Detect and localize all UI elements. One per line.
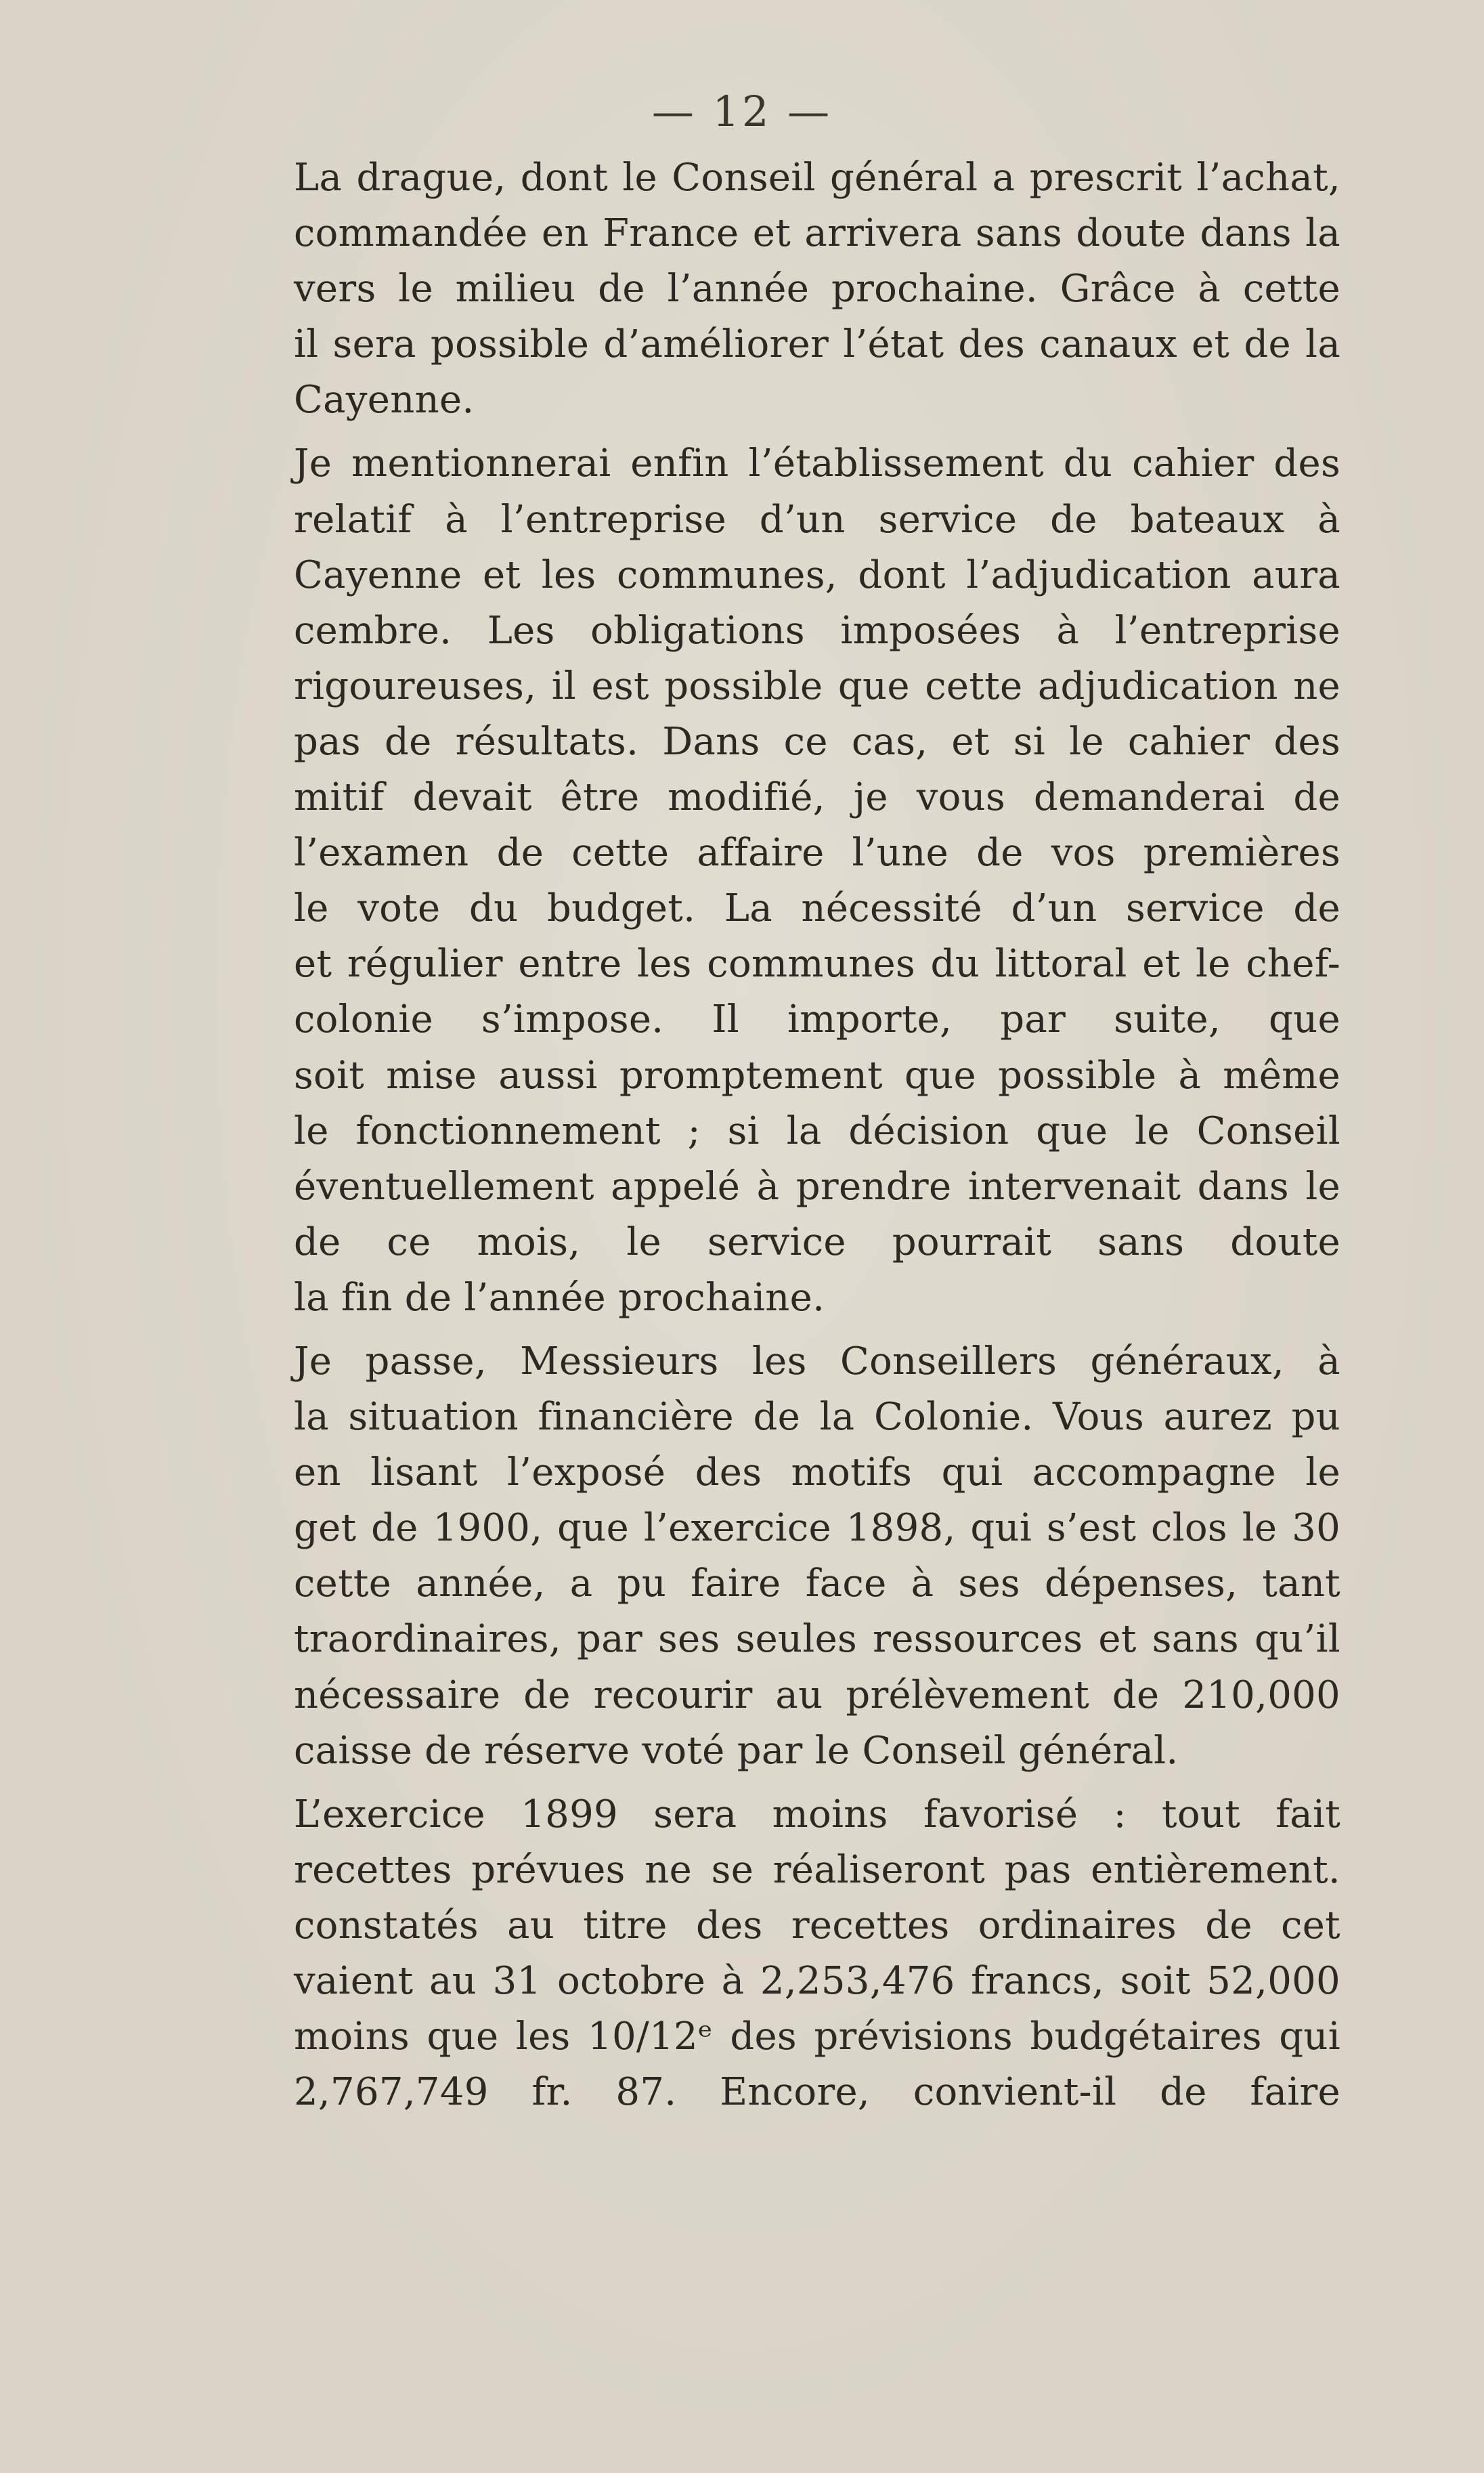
text-line: Je passe, Messieurs les Conseillers généraux, à bbox=[294, 1339, 1340, 1383]
text-line: vers le milieu de l’année prochaine. Grâce à cette bbox=[294, 267, 1340, 311]
paragraph-exercice-1899 bbox=[252, 1787, 1340, 2121]
text-line: nécessaire de recourir au prélèvement de 210,000 bbox=[294, 1673, 1340, 1717]
paragraph-bateaux bbox=[252, 436, 1340, 1326]
text-line: et régulier entre les communes du littoral et le chef- bbox=[294, 942, 1340, 987]
text-line: vaient au 31 octobre à 2,253,476 francs, soit 52,000 bbox=[294, 1959, 1340, 2003]
text-line: La drague, dont le Conseil général a prescrit l’achat, bbox=[294, 156, 1340, 200]
text-line: relatif à l’entreprise d’un service de bateaux à bbox=[294, 497, 1340, 542]
text-line: soit mise aussi promptement que possible à même bbox=[294, 1053, 1340, 1098]
text-line: la fin de l’année prochaine. bbox=[294, 1275, 825, 1320]
text-line: pas de résultats. Dans ce cas, et si le cahier des bbox=[294, 719, 1340, 764]
text-line: moins que les 10/12ᵉ des prévisions budgétaires qui bbox=[294, 2015, 1340, 2059]
text-line: Je mentionnerai enfin l’établissement du cahier des bbox=[294, 442, 1340, 486]
text-line: 2,767,749 fr. 87. Encore, convient-il de faire bbox=[294, 2070, 1340, 2115]
text-line: Cayenne. bbox=[294, 378, 475, 423]
text-line: colonie s’impose. Il importe, par suite, que bbox=[294, 997, 1340, 1042]
text-line: commandée en France et arrivera sans doute dans la bbox=[294, 211, 1340, 256]
paragraph-situation-financiere bbox=[252, 1334, 1340, 1779]
text-line: il sera possible d’améliorer l’état des canaux et de la bbox=[294, 322, 1340, 367]
text-line: cembre. Les obligations imposées à l’entreprise bbox=[294, 608, 1340, 653]
page-number: — 12 — bbox=[651, 87, 833, 136]
paragraph-drague bbox=[252, 150, 1340, 428]
text-line: get de 1900, que l’exercice 1898, qui s’est clos le 30 bbox=[294, 1506, 1340, 1551]
text-line: de ce mois, le service pourrait sans doute bbox=[294, 1220, 1340, 1264]
text-line: le fonctionnement ; si la décision que le Conseil bbox=[294, 1109, 1340, 1153]
text-line: Cayenne et les communes, dont l’adjudication aura bbox=[294, 553, 1340, 597]
text-line: mitif devait être modifié, je vous demanderai de bbox=[294, 775, 1340, 820]
text-line: L’exercice 1899 sera moins favorisé : tout fait bbox=[294, 1792, 1340, 1836]
body-text bbox=[252, 150, 1340, 2120]
text-line: la situation financière de la Colonie. Vous aurez pu bbox=[294, 1395, 1340, 1440]
text-line: le vote du budget. La nécessité d’un service de bbox=[294, 886, 1340, 931]
text-line: cette année, a pu faire face à ses dépenses, tant bbox=[294, 1562, 1340, 1606]
text-line: rigoureuses, il est possible que cette adjudication ne bbox=[294, 664, 1340, 708]
text-line: éventuellement appelé à prendre intervenait dans le bbox=[294, 1164, 1340, 1209]
text-line: caisse de réserve voté par le Conseil général. bbox=[294, 1728, 1179, 1773]
text-line: l’examen de cette affaire l’une de vos premières bbox=[294, 831, 1340, 876]
text-line: constatés au titre des recettes ordinaires de cet bbox=[294, 1903, 1340, 1948]
text-line: recettes prévues ne se réaliseront pas entièrement. bbox=[294, 1847, 1340, 1892]
text-line: traordinaires, par ses seules ressources et sans qu’il bbox=[294, 1617, 1340, 1662]
text-line: en lisant l’exposé des motifs qui accompagne le bbox=[294, 1450, 1340, 1495]
